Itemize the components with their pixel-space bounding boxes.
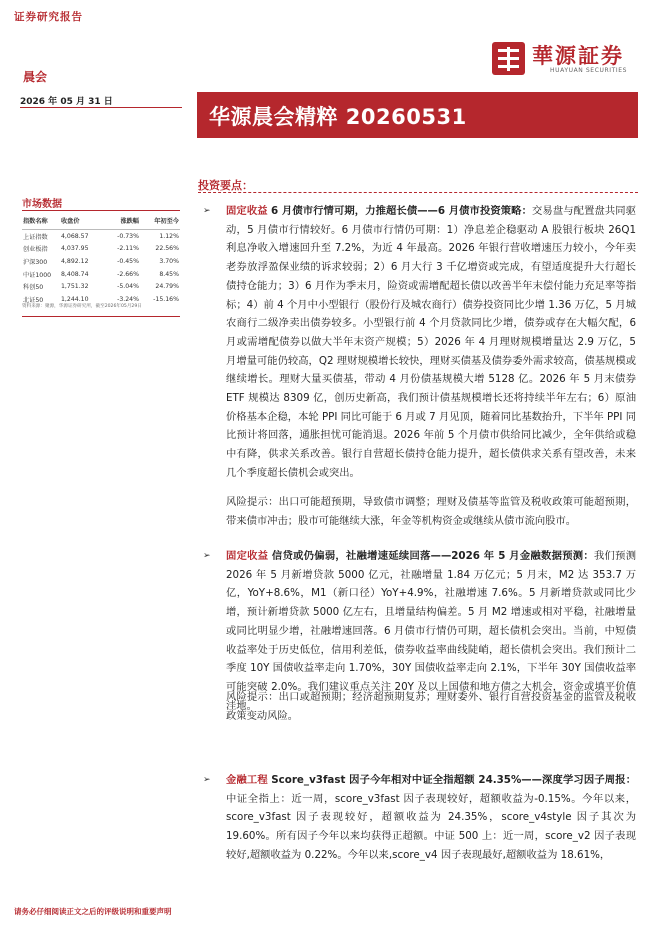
highlight-item	[226, 202, 636, 483]
divider	[22, 210, 180, 211]
category-tag: 金融工程	[226, 774, 268, 786]
table-row	[22, 268, 180, 281]
item-headline: 信贷或仍偏弱，社融增速延续回落——2026 年 5 月金融数据预测：	[271, 550, 594, 562]
report-date: 2026 年 05 月 31 日	[20, 97, 113, 107]
table-cell: -0.45%	[117, 257, 139, 265]
logo-text: 華源証券	[532, 43, 624, 68]
item-headline: 6 月债市行情可期，力推超长债——6 月债市投资策略：	[271, 205, 533, 217]
bullet-arrow-icon: ➢	[203, 206, 211, 216]
table-cell: 8.45%	[159, 270, 179, 278]
market-data-source: 资料来源：聚源，华源证券研究所，截至2026年05月29日	[22, 304, 142, 309]
table-cell: 北证50	[23, 296, 44, 304]
title-banner	[197, 92, 638, 138]
highlights-title: 投资要点：	[198, 179, 253, 192]
table-cell: 上证指数	[23, 233, 48, 241]
table-cell: 1,751.32	[61, 283, 89, 291]
table-cell: 22.56%	[155, 245, 179, 253]
market-data-table	[22, 212, 180, 306]
market-data-title: 市场数据	[22, 199, 62, 210]
divider	[22, 316, 180, 317]
document-type: 证券研究报告	[14, 11, 83, 23]
risk-warning: 风险提示：出口可能超预期，导致债市调整；理财及债基等监管及税收政策可能超预期，带来债市冲击；股市可能继续大涨，年金等机构资金或继续从债市流向股市。	[226, 496, 636, 527]
table-cell: 4,037.95	[61, 245, 89, 253]
table-cell: -0.73%	[117, 232, 139, 240]
table-cell: 8,408.74	[61, 270, 89, 278]
table-cell: -15.16%	[153, 295, 179, 303]
table-cell: -5.04%	[117, 283, 139, 291]
table-cell: 沪深300	[23, 258, 48, 266]
section-name: 晨会	[23, 70, 48, 84]
company-logo	[492, 40, 642, 80]
item-headline: Score_v3fast 因子今年相对中证全指超额 24.35%——深度学习因子周报：	[271, 774, 636, 786]
table-row	[22, 243, 180, 256]
table-cell: 4,892.12	[61, 257, 89, 265]
item-body: 我们预测 2026 年 5 月新增贷款 5000 亿元，社融增量 1.84 万亿元；5 月末，M2 达 353.7 万亿，YoY+8.6%，M1（新口径）YoY+4.9%，社融增速 7.6%。5 月新增贷款或同比少增，预计新增贷款 5000 亿左右，且增量结构偏差。5 月 M2 增速或相对平稳，社融增量或同比明显少增，社融增速回落。6 月债市行情仍可期，超长债机会突出。当前，中短债收益率处于历史低位，信用利差低，债券收益率曲线陡峭，超长债机会突出。我们预计二季度 10Y 国债收益率走向 1.70%，30Y 国债收益率走向 2.1%，下半年 30Y 国债收益率可能突破 2.0%。我们建议重点关注 20Y 及以上国债和地方债之大机会，资金或填平价值洼地。	[226, 550, 637, 712]
table-cell: -2.11%	[117, 245, 139, 253]
item-body: 中证全指上：近一周，score_v3fast 因子表现较好，超额收益为-0.15%。今年以来，score_v3fast 因子表现较好，超额收益为 24.35%，score_v4style 因子其次为 19.60%。所有因子今年以来均获得正超额。中证 500 上：近一周，score_v2 因子表现较好,超额收益为 0.22%。今年以来,score_v4 因子表现最好,超额收益为 18.61%，	[226, 792, 636, 861]
risk-warning: 风险提示：出口或超预期；经济超预期复苏；理财委外、银行自营投资基金的监管及税收政策变动风险。	[226, 691, 636, 722]
table-cell: 中证1000	[23, 271, 52, 279]
table-header-row	[22, 212, 180, 230]
table-cell: 科创50	[23, 284, 44, 292]
table-cell: -3.24%	[117, 295, 139, 303]
table-cell: 4,068.57	[61, 232, 89, 240]
table-row	[22, 230, 180, 243]
item-body: 交易盘与配置盘共同驱动，5 月债市行情较好。6 月债市行情仍可期：1）净息差企稳驱动 A 股银行板块 26Q1 利息净收入增速回升至 7.2%，为近 4 年最高。2026 年银行营收增速压力较小，今年卖老券放浮盈保业绩的诉求较弱；2）6 月大行 3 千亿增资或完成，有望适度提升大行超长债持仓能力；3）6 月作为季末月，险资或需增配超长债以改善半年末偿付能力充足率等指标；4）前 4 个月中小型银行（股份行及城农商行）债券投资同比少增 1.36 万亿，5 月城农商行二级净卖出债券较多。小型银行前 4 个月贷款同比少增，债券或存在大幅欠配，6 月或需增配债券以做大半年末资产规模；5）2026 年 4 月理财规模增量达 2.9 万亿，5 月增量可能仍较高，Q2 理财规模增长较快，理财买债基及债券委外需求较高，债基规模或继续增长。理财大量买债基，带动 4 月份债基规模大增 5128 亿。2026 年 5 月末债券 ETF 规模达 8309 亿，创历史新高，我们预计债基规模增长还将持续半年左右；6）原油价格基本企稳，本轮 PPI 同比可能于 6 月或 7 月见顶，随着同比基数抬升，下半年 PPI 同比预计将回落，通胀担忧可能消退。2026 年前 5 个月债市供给同比减少，全年供给或稳中有降，供求关系改善。银行自营超长债持仓能力提升，超长债供求关系有望改善，未来几个季度超长债机会或突出。	[226, 205, 637, 479]
table-cell: 24.79%	[155, 283, 179, 291]
table-cell: 1.12%	[159, 232, 179, 240]
highlight-item	[226, 771, 636, 865]
column-header: 收盘价	[60, 212, 108, 230]
table-cell: 1,244.10	[61, 295, 89, 303]
divider	[198, 192, 638, 193]
logo-mark-icon	[492, 42, 525, 75]
logo-subtext: HUAYUAN SECURITIES	[550, 67, 628, 74]
divider	[20, 107, 182, 108]
category-tag: 固定收益	[226, 550, 269, 562]
table-cell: 3.70%	[159, 257, 179, 265]
table-row	[22, 255, 180, 268]
bullet-arrow-icon: ➢	[203, 775, 211, 785]
column-header: 涨跌幅	[108, 212, 140, 230]
page-title: 华源晨会精粹 20260531	[209, 105, 467, 129]
column-header: 指数名称	[22, 212, 60, 230]
column-header: 年初至今	[140, 212, 180, 230]
table-cell: 创业板指	[23, 246, 48, 254]
category-tag: 固定收益	[226, 205, 268, 217]
table-row	[22, 280, 180, 293]
footer-disclaimer: 请务必仔细阅读正文之后的评级说明和重要声明	[14, 907, 172, 916]
table-cell: -2.66%	[117, 270, 139, 278]
bullet-arrow-icon: ➢	[203, 551, 211, 561]
